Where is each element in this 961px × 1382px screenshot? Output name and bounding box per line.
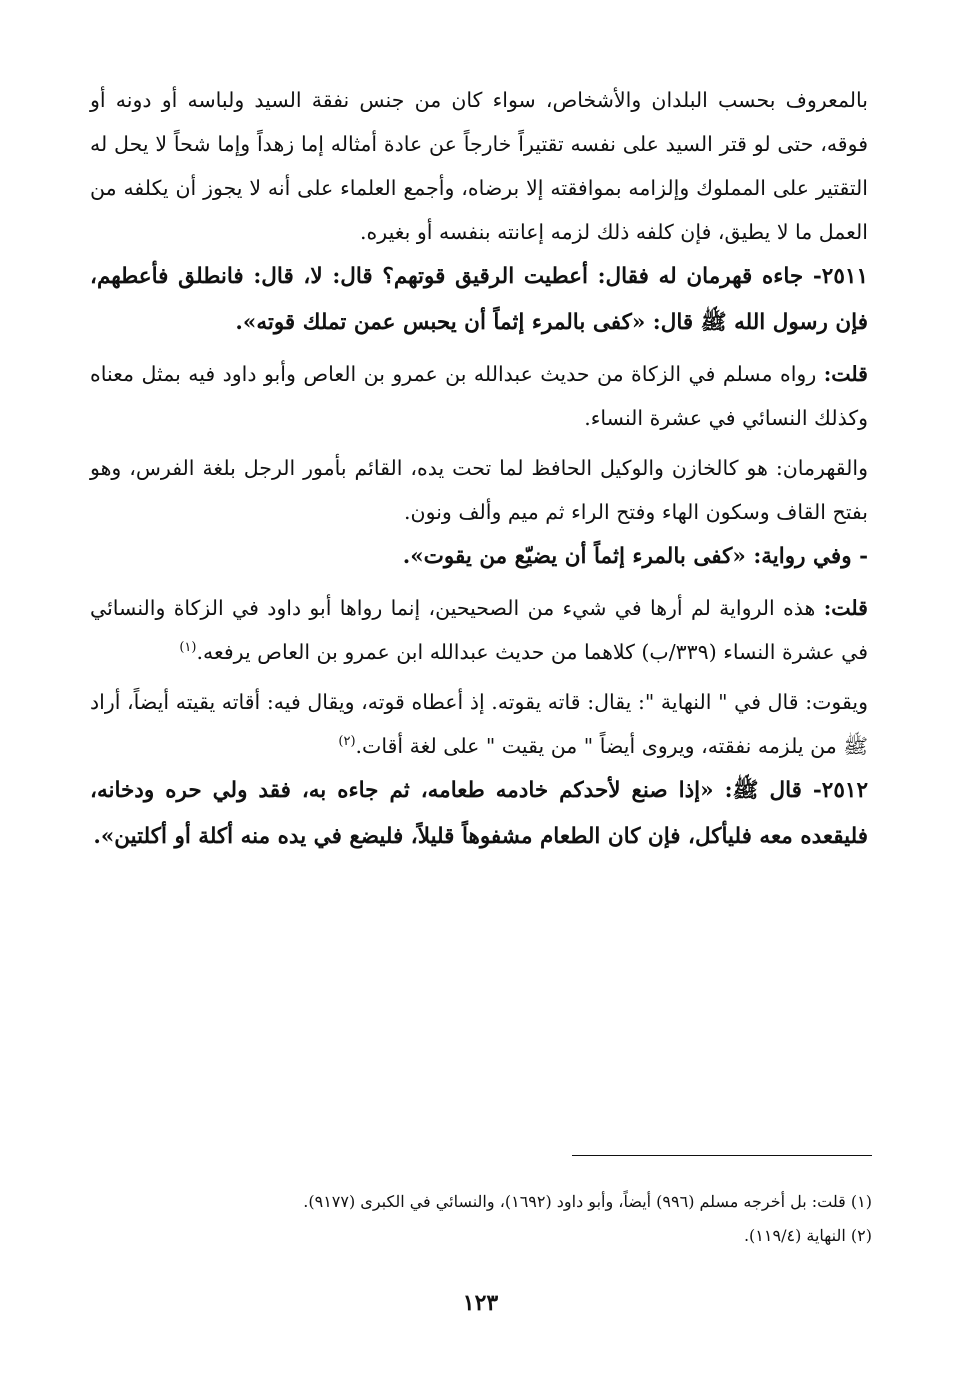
main-text	[90, 78, 868, 860]
page-number: ١٢٣	[462, 1290, 499, 1316]
paragraph-qult-2	[90, 586, 868, 674]
hadith-2511: ٢٥١١- جاءه قهرمان له فقال: أعطيت الرقيق قوتهم؟ قال: لا، قال: فانطلق فأعطهم، فإن رسول الله ﷺ قال: «كفى بالمرء إثماً أن يحبس عمن تملك قوته».	[90, 264, 868, 335]
hadith-2512: ٢٥١٢- قال ﷺ: «إذا صنع لأحدكم خادمه طعامه، ثم جاءه به، فقد ولي حره ودخانه، فليقعده معه فليأكل، فإن كان الطعام مشفوهاً قليلاً، فليضع في يده منه أكلة أو أكلتين».	[90, 778, 868, 849]
paragraph-yaqut	[90, 680, 868, 768]
qult-text: رواه مسلم في الزكاة من حديث عبدالله بن عمرو بن العاص وأبو داود فيه بمثل معناه وكذلك النسائي في عشرة النساء.	[90, 362, 868, 430]
riwaya-line: - وفي رواية: «كفى بالمرء إثماً أن يضيّع من يقوت».	[402, 544, 868, 569]
paragraph-qult-1	[90, 352, 868, 440]
yaqut-text: ويقوت: قال في " النهاية ": يقال: قاته يقوته. إذ أعطاه قوته، ويقال فيه: أقاته يقيته أيضاً، أراد ﷺ من يلزمه نفقته، ويروى أيضاً " من يقيت " على لغة أقات.	[90, 690, 868, 758]
footnote-ref-1: (١)	[179, 640, 197, 656]
footnote-divider	[572, 1155, 872, 1156]
footnote-1: (١) قلت: بل أخرجه مسلم (٩٩٦) أيضاً، وأبو داود (١٦٩٢)، والنسائي في الكبرى (٩١٧٧).	[303, 1192, 872, 1211]
qult-label: قلت:	[823, 362, 868, 386]
footnotes	[90, 1185, 872, 1253]
qult-text: هذه الرواية لم أرها في شيء من الصحيحين، إنما رواها أبو داود في الزكاة والنسائي في عشرة النساء (٣٣٩/ب) كلاهما من حديث عبدالله ابن عمرو بن العاص يرفعه.	[90, 596, 868, 664]
paragraph-intro: بالمعروف بحسب البلدان والأشخاص، سواء كان من جنس نفقة السيد ولباسه أو دونه أو فوقه، حتى لو قتر السيد على نفسه تقتيراً خارجاً عن عادة أمثاله إما زهداً وإما شحاً لا يحل له التقتير على المملوك وإلزامه بموافقته إلا برضاه، وأجمع العلماء على أنه لا يجوز أن يكلفه من العمل ما لا يطيق، فإن كلفه ذلك لزمه إعانته بنفسه أو بغيره.	[90, 88, 868, 244]
footnote-2: (٢) النهاية (١١٩/٤).	[743, 1226, 872, 1245]
paragraph-qahraman: والقهرمان: هو كالخازن والوكيل الحافظ لما تحت يده، القائم بأمور الرجل بلغة الفرس، وهو بفتح القاف وسكون الهاء وفتح الراء ثم ميم وألف ونون.	[90, 456, 868, 524]
footnote-ref-2: (٢)	[338, 734, 356, 750]
qult-label: قلت:	[823, 596, 868, 620]
